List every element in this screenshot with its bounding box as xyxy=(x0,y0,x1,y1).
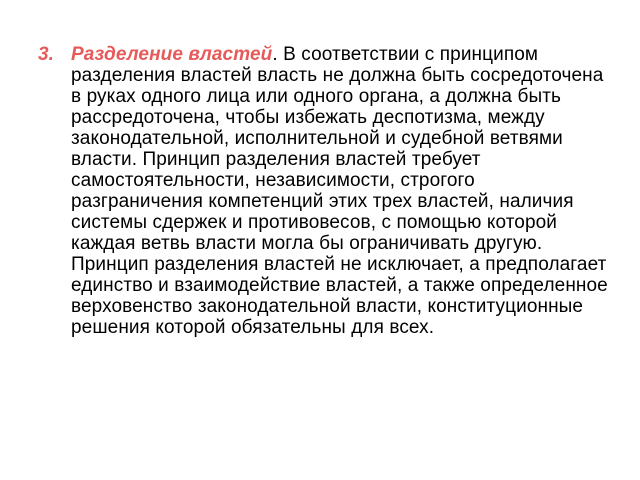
item-heading: Разделение властей xyxy=(71,44,273,65)
numbered-list-item xyxy=(38,44,608,338)
item-heading-suffix: . xyxy=(272,44,278,65)
item-body-text: В соответствии с принципом разделения властей власть не должна быть сосредоточена в руках одного лица или одного органа, а должна быть рассредоточена, чтобы избежать деспотизма, между законодательной, исполнительной и судебной ветвями власти. Принцип разделения властей требует самостоятельности, независимости, строгого разграничения компетенций этих трех властей, наличия системы сдержек и противовесов, с помощью которой каждая ветвь власти могла бы ограничивать другую. Принцип разделения властей не исключает, а предполагает единство и взаимодействие властей, а также определенное верховенство законодательной власти, конституционные решения которой обязательны для всех. xyxy=(71,44,608,338)
item-paragraph xyxy=(71,44,608,338)
item-number: 3. xyxy=(38,44,54,65)
